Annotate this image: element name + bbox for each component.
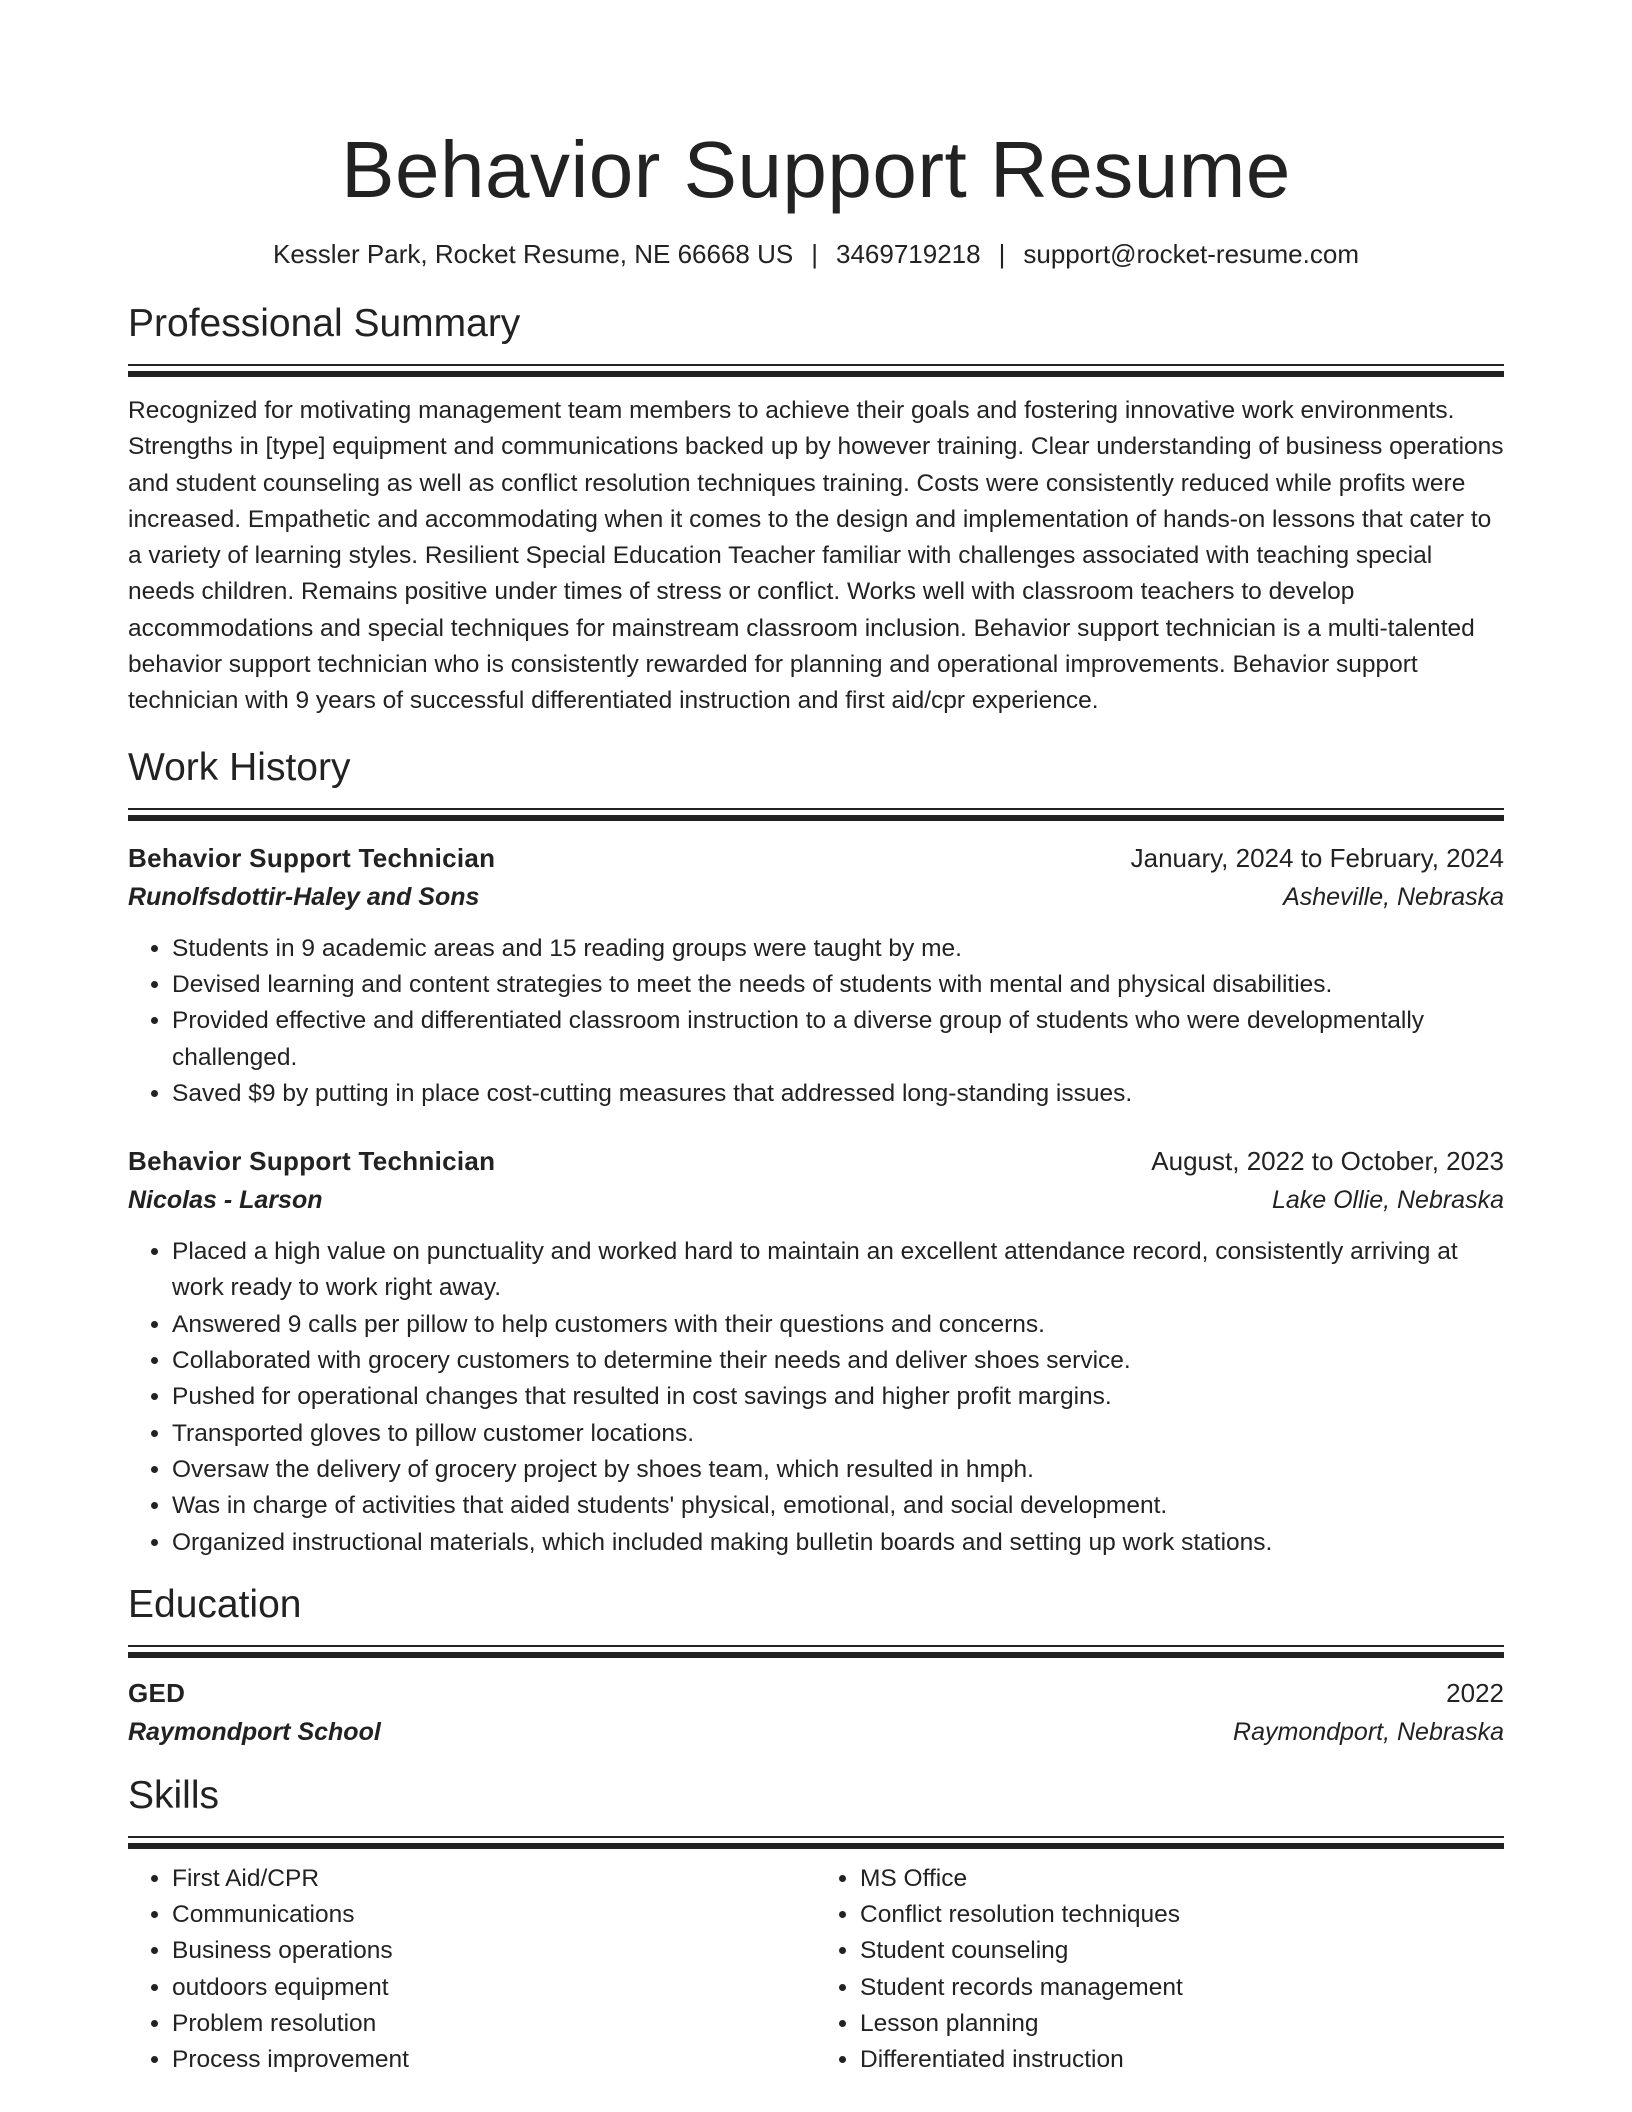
skill-item: • Student records management xyxy=(860,1970,1504,2006)
summary-heading: Professional Summary xyxy=(128,302,521,345)
job-bullet: • Organized instructional materials, which included making bulletin boards and setting up work stations. xyxy=(172,1525,1504,1561)
skill-item: • Communications xyxy=(172,1897,816,1933)
education-heading: Education xyxy=(128,1582,302,1626)
job-bullet: • Provided effective and differentiated classroom instruction to a diverse group of students who were developmentally challenged. xyxy=(172,1003,1504,1076)
skill-item: • MS Office xyxy=(860,1861,1504,1897)
contact-address: Kessler Park, Rocket Resume, NE 66668 US xyxy=(273,239,794,269)
skill-item: • outdoors equipment xyxy=(172,1970,816,2006)
contact-phone: 3469719218 xyxy=(835,239,981,269)
work-history-heading: Work History xyxy=(128,745,351,789)
job-company-row xyxy=(128,1180,1504,1220)
section-divider xyxy=(128,808,1504,821)
education-location: Raymondport, Nebraska xyxy=(1233,1717,1504,1746)
job-location: Lake Ollie, Nebraska xyxy=(1271,1186,1504,1215)
skills-section xyxy=(128,1770,1504,2079)
skills-heading: Skills xyxy=(128,1773,220,1817)
skill-item: • First Aid/CPR xyxy=(172,1861,816,1897)
job-bullet: • Devised learning and content strategies to meet the needs of students with mental and physical disabilities. xyxy=(172,967,1504,1003)
job-bullet: • Saved $9 by putting in place cost-cutting measures that addressed long-standing issues. xyxy=(172,1076,1504,1112)
section-divider xyxy=(128,364,1504,377)
summary-section xyxy=(128,298,1504,720)
education-entry xyxy=(128,1674,1504,1752)
education-degree: GED xyxy=(128,1677,186,1708)
work-history-section xyxy=(128,742,1504,1561)
resume-page xyxy=(128,0,1504,2079)
job-bullet: • Pushed for operational changes that resulted in cost savings and higher profit margins. xyxy=(172,1379,1504,1415)
summary-text: Recognized for motivating management team members to achieve their goals and fostering innovative work environments. Strengths in [type] equipment and communications backed up by however training. Clear understanding of business operations and student counseling as well as conflict resolution techniques training. Costs were consistently reduced while profits were increased. Empathetic and accommodating when it comes to the design and implementation of hands-on lessons that cater to a variety of learning styles. Resilient Special Education Teacher familiar with challenges associated with teaching special needs children. Remains positive under times of stress or conflict. Works well with classroom teachers to develop accommodations and special techniques for mainstream classroom inclusion. Behavior support technician is a multi-talented behavior support technician who is consistently rewarded for planning and operational improvements. Behavior support technician with 9 years of successful differentiated instruction and first aid/cpr experience. xyxy=(128,397,1504,715)
job-company: Nicolas - Larson xyxy=(128,1186,323,1215)
skill-item: • Student counseling xyxy=(860,1933,1504,1969)
job-dates: August, 2022 to October, 2023 xyxy=(1151,1146,1504,1177)
job-company-row xyxy=(128,877,1504,917)
contact-line xyxy=(128,236,1504,272)
skill-item: • Conflict resolution techniques xyxy=(860,1897,1504,1933)
skills-list-left xyxy=(128,1861,816,2079)
job-header-row xyxy=(128,839,1504,877)
job-bullet: • Students in 9 academic areas and 15 reading groups were taught by me. xyxy=(172,931,1504,967)
education-section xyxy=(128,1579,1504,1752)
job-location: Asheville, Nebraska xyxy=(1283,882,1504,911)
job-title: Behavior Support Technician xyxy=(128,842,496,873)
resume-title: Behavior Support Resume xyxy=(341,125,1291,214)
job-bullet: • Collaborated with grocery customers to determine their needs and deliver shoes service. xyxy=(172,1343,1504,1379)
job-dates: January, 2024 to February, 2024 xyxy=(1130,842,1504,873)
job-bullet: • Placed a high value on punctuality and worked hard to maintain an excellent attendance record, consistently arriving at work ready to work right away. xyxy=(172,1234,1504,1307)
job-entry xyxy=(128,839,1504,1112)
job-header-row xyxy=(128,1142,1504,1180)
job-bullet: • Answered 9 calls per pillow to help customers with their questions and concerns. xyxy=(172,1307,1504,1343)
skills-list-right xyxy=(816,1861,1504,2079)
job-title: Behavior Support Technician xyxy=(128,1146,496,1177)
job-bullet: • Was in charge of activities that aided students' physical, emotional, and social development. xyxy=(172,1488,1504,1524)
contact-separator: | xyxy=(811,239,818,269)
job-bullet: • Transported gloves to pillow customer locations. xyxy=(172,1416,1504,1452)
job-bullets xyxy=(128,931,1504,1112)
contact-separator: | xyxy=(998,239,1006,269)
job-bullets xyxy=(128,1234,1504,1561)
section-divider xyxy=(128,1836,1504,1849)
job-company: Runolfsdottir-Haley and Sons xyxy=(128,882,480,911)
skill-item: • Differentiated instruction xyxy=(860,2042,1504,2078)
education-school: Raymondport School xyxy=(128,1717,381,1746)
education-school-row xyxy=(128,1712,1504,1752)
skill-item: • Problem resolution xyxy=(172,2006,816,2042)
education-year: 2022 xyxy=(1446,1677,1504,1708)
skills-columns xyxy=(128,1861,1504,2079)
skill-item: • Lesson planning xyxy=(860,2006,1504,2042)
job-entry xyxy=(128,1142,1504,1561)
section-divider xyxy=(128,1645,1504,1658)
job-bullet: • Oversaw the delivery of grocery project by shoes team, which resulted in hmph. xyxy=(172,1452,1504,1488)
skill-item: • Business operations xyxy=(172,1933,816,1969)
education-degree-row xyxy=(128,1674,1504,1712)
skill-item: • Process improvement xyxy=(172,2042,816,2078)
contact-email: support@rocket-resume.com xyxy=(1023,239,1359,269)
